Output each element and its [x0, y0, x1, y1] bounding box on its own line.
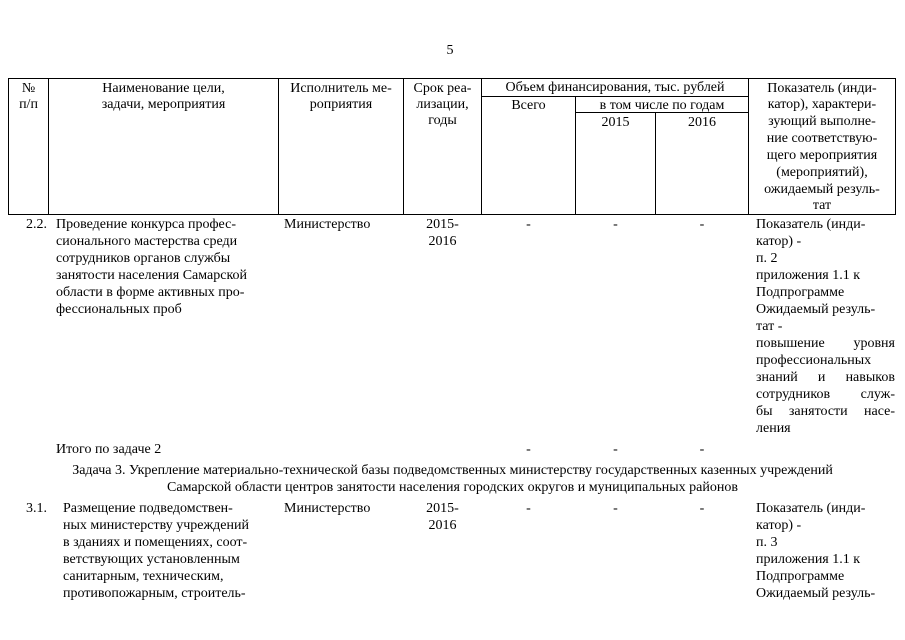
header-indicator-3: зующий выполне- [768, 114, 876, 129]
header-funding: Объем финансирования, тыс. рублей [505, 80, 725, 95]
header-bottom-border [8, 214, 896, 215]
page-number: 5 [446, 43, 454, 58]
header-indicator-1: Показатель (инди- [767, 81, 877, 96]
row-2-2-indicator-8: повышение уровня [756, 336, 895, 351]
header-indicator-5: щего мероприятия [766, 148, 878, 163]
row-3-1-indicator-6: Ожидаемый резуль- [756, 586, 876, 601]
row-2-2-name-3: сотрудников органов службы [56, 251, 231, 266]
subtotal-total: - [526, 442, 531, 457]
row-3-1-2015: - [613, 501, 618, 516]
header-year-2016: 2016 [688, 115, 716, 130]
row-2-2-indicator-13: ления [756, 421, 791, 436]
row-3-1-total: - [526, 501, 531, 516]
row-2-2-name-4: занятости населения Самарской [56, 268, 248, 283]
row-2-2-indicator-12: бы занятости насе- [756, 404, 895, 419]
row-3-1-indicator-2: катор) - [756, 518, 802, 533]
row-2-2-num: 2.2. [26, 217, 47, 232]
header-num-2: п/п [19, 97, 38, 112]
subtotal-2015: - [613, 442, 618, 457]
row-3-1-term-2: 2016 [428, 518, 457, 533]
header-total: Всего [511, 98, 546, 113]
row-2-2-name-5: области в форме активных про- [56, 285, 245, 300]
row-2-2-2015: - [613, 217, 618, 232]
row-3-1-indicator-5: Подпрограмме [756, 569, 845, 584]
row-2-2-indicator-1: Показатель (инди- [756, 217, 866, 232]
row-3-1-name-2: ных министерству учреждений [63, 518, 249, 533]
header-term-2: лизации, [416, 97, 469, 112]
row-2-2-indicator-2: катор) - [756, 234, 802, 249]
row-2-2-indicator-10: знаний и навыков [756, 370, 895, 385]
row-3-1-num: 3.1. [26, 501, 47, 516]
row-2-2-indicator-7: тат - [756, 319, 783, 334]
header-term-1: Срок реа- [413, 81, 472, 96]
row-3-1-indicator-4: приложения 1.1 к [756, 552, 861, 567]
task3-heading-2: Самарской области центров занятости населения городских округов и муниципальных районов [167, 480, 738, 495]
row-2-2-name-1: Проведение конкурса профес- [56, 217, 236, 232]
header-indicator-2: катор), характери- [767, 97, 877, 112]
row-2-2-name-6: фессиональных проб [56, 302, 182, 317]
row-2-2-indicator-3: п. 2 [756, 251, 778, 266]
header-year-2015: 2015 [601, 115, 630, 130]
header-indicator-6: (мероприятий), [776, 165, 868, 180]
row-2-2-indicator-11: сотрудников служ- [756, 387, 895, 402]
header-term-3: годы [428, 113, 457, 128]
header-indicator-4: ние соответствую- [766, 131, 878, 146]
subtotal-label: Итого по задаче 2 [56, 442, 162, 457]
row-3-1-2016: - [699, 501, 705, 516]
subtotal-2016: - [699, 442, 705, 457]
header-by-years: в том числе по годам [599, 98, 725, 113]
row-2-2-indicator-6: Ожидаемый резуль- [756, 302, 876, 317]
col-border [895, 78, 896, 215]
row-3-1-executor: Министерство [284, 501, 371, 516]
row-2-2-indicator-4: приложения 1.1 к [756, 268, 861, 283]
row-3-1-name-4: ветствующих установленным [63, 552, 240, 567]
row-3-1-name-5: санитарным, техническим, [63, 569, 224, 584]
header-name-2: задачи, мероприятия [101, 97, 226, 112]
row-2-2-indicator-5: Подпрограмме [756, 285, 845, 300]
header-indicator-7: ожидаемый резуль- [764, 182, 880, 197]
row-3-1-name-6: противопожарным, строитель- [63, 586, 246, 601]
header-indicator-8: тат [812, 198, 832, 213]
row-3-1-name-3: в зданиях и помещениях, соот- [63, 535, 248, 550]
row-2-2-2016: - [699, 217, 705, 232]
row-3-1-indicator-1: Показатель (инди- [756, 501, 866, 516]
row-2-2-total: - [526, 217, 531, 232]
header-name-1: Наименование цели, [102, 81, 225, 96]
header-num-1: № [21, 81, 36, 96]
header-executor-1: Исполнитель ме- [290, 81, 392, 96]
task3-heading-1: Задача 3. Укрепление материально-технической базы подведомственных министерству государственных казенных учреждений [72, 463, 833, 478]
row-2-2-name-2: сионального мастерства среди [56, 234, 238, 249]
row-3-1-term-1: 2015- [426, 501, 459, 516]
table-top-border [8, 78, 896, 79]
row-2-2-executor: Министерство [284, 217, 371, 232]
row-2-2-term-2: 2016 [428, 234, 457, 249]
header-executor-2: роприятия [309, 97, 373, 112]
row-3-1-name-1: Размещение подведомствен- [63, 501, 233, 516]
row-3-1-indicator-3: п. 3 [756, 535, 778, 550]
row-2-2-term-1: 2015- [426, 217, 459, 232]
row-2-2-indicator-9: профессиональных [756, 353, 872, 368]
